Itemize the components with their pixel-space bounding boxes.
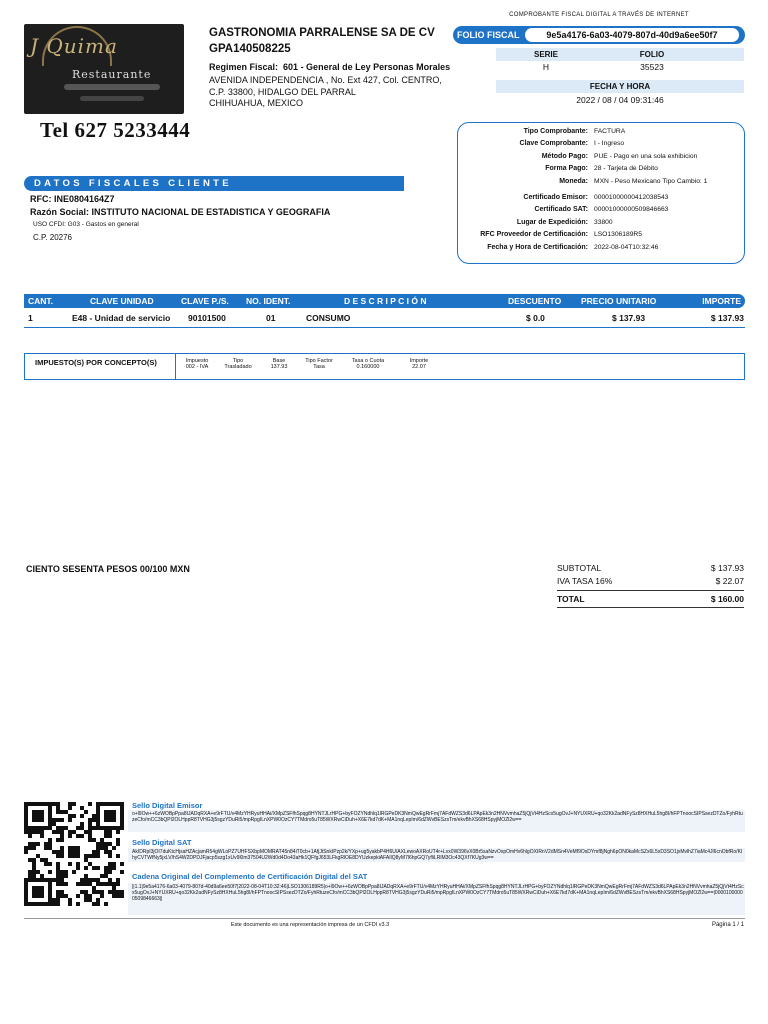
tax-head: Base (272, 358, 286, 364)
voucher-field-value: 2022-08-04T10:32:46 (594, 243, 659, 251)
total-divider (557, 590, 744, 591)
regime-label: Regimen Fiscal: (209, 62, 279, 72)
voucher-field-value: I - Ingreso (594, 140, 625, 148)
cell-clave-ps: 90101500 (188, 313, 226, 323)
cell-precio-unitario: $ 137.93 (612, 313, 646, 323)
col-no-ident: NO. IDENT. (246, 296, 291, 306)
table-row (24, 311, 745, 325)
voucher-field-label: Método Pago: (541, 152, 588, 160)
date-header: FECHA Y HORA (496, 80, 744, 93)
cell-descripcion: CONSUMO (306, 313, 351, 323)
folio-fiscal-label: FOLIO FISCAL (457, 30, 520, 40)
serie-label: SERIE (533, 50, 558, 59)
tax-value: 002 - IVA (185, 364, 209, 370)
folio-fiscal-value: 9e5a4176-6a03-4079-807d-40d9a6ee50f7 (525, 28, 739, 42)
tax-col-impuesto (175, 358, 219, 370)
qr-code-icon (24, 802, 124, 906)
cell-descuento: $ 0.0 (526, 313, 545, 323)
tax-col-tipo (219, 358, 257, 370)
emisor-seal-title: Sello Digital Emisor (132, 801, 203, 810)
voucher-field (458, 205, 746, 215)
voucher-field-label: Lugar de Expedición: (516, 218, 588, 226)
cell-no-ident: 01 (266, 313, 276, 323)
voucher-field (458, 218, 746, 228)
taxes-box (24, 353, 745, 380)
client-cfdi-use: USO CFDI: G03 - Gastos en general (33, 221, 139, 228)
tax-col-tasa (343, 358, 393, 370)
cell-clave-unidad: E48 - Unidad de servicio (72, 313, 171, 323)
voucher-field-value: FACTURA (594, 128, 626, 135)
table-divider (24, 327, 745, 328)
folio-fiscal-bar (453, 26, 745, 44)
tax-head: Tasa o Cuota (351, 358, 385, 364)
total-label: TOTAL (557, 594, 585, 604)
voucher-field-label: Clave Comprobante: (519, 140, 588, 148)
regime-value: 601 - General de Ley Personas Morales (283, 62, 451, 72)
tax-head: Importe (409, 358, 429, 364)
voucher-field (458, 152, 746, 162)
subtotal-row (557, 563, 744, 575)
voucher-field-label: Tipo Comprobante: (523, 128, 588, 135)
col-clave-unidad: CLAVE UNIDAD (90, 296, 154, 306)
tax-value: Tasa (313, 364, 325, 370)
tax-col-tipo-factor (299, 358, 339, 370)
voucher-field-label: Certificado Emisor: (523, 194, 588, 201)
voucher-field (458, 139, 746, 149)
voucher-field (458, 243, 746, 253)
serie-folio-values (496, 61, 744, 73)
tax-head: Tipo Factor (305, 358, 333, 364)
client-business-name: Razón Social: INSTITUTO NACIONAL DE ESTADISTICA Y GEOGRAFIA (30, 207, 331, 217)
voucher-field (458, 164, 746, 174)
total-row (557, 594, 744, 606)
tax-head: Tipo (232, 358, 244, 364)
total-value: $ 160.00 (710, 594, 744, 604)
voucher-field-value: 33800 (594, 218, 613, 226)
date-value: 2022 / 08 / 04 09:31:46 (576, 95, 664, 105)
col-clave-ps: CLAVE P./S. (181, 296, 229, 306)
voucher-field-value: 00001000000509846663 (594, 206, 669, 214)
cell-cant: 1 (28, 313, 33, 323)
voucher-field (458, 177, 746, 187)
original-chain-title: Cadena Original del Complemento de Certificación Digital del SAT (132, 872, 368, 881)
sat-seal: AkIDRpI3jOI7duKtcHjsaHZAcjamR54gWLoPZ7UHFSXbpMOMRAT45n84iT0cb+1AfjJtSnkIPzp2k/YXp+ug5yakbP4H6U/AXLewoAXRoUT4r+Lvx0W396vX0Br5saNzvOxpOmHv6hlgOXIRnV2dMSn4VeMf9OsDYmf8jNgh6pON0kaMcSZx6L5xD3SO1jxMvlhZ7iaMc4Jl6cnObfRo/KIhyCVTWfNy5jxLV/hS4W2DPDJFjacp5szg1xUv9l0m37504U2Wd0d4Do43aHk1QFfgJ653LFkgRlOE8DYUzkepkiAFAIlQ8yM7l6hpGQ7yfliLRlM3Oc43QXf7KUg3w== (132, 849, 743, 862)
voucher-field (458, 127, 746, 137)
emisor-seal: o+l9Ow++6zWOBpPpa8IJADqRXA+e9rFTU/v4MzYHRyuHHAi/XMpZSFfhSpqg8HYNTJLrHPG+byFOZYNdhlq1lRGPeDK3NmQwEgRrFmj7AFdWZS3d6LPApEk3n2HNVvmhaZ5jQjVt4HzScx5ugOvJ+NYUXRU+qo32Kk2adNFySz8HXHuL5hg8I/hFPTnoocSIPSsezDTZo/FyhRtuzeCfo/mCC3bQPl2OLHppR8TVHG3j5sgzYDuRi5/mpRpgILnXPW0OzCY7TMdro5uT85WXRwCiDuh+X6E7kd7dK+MA1nqLepIm/6dZWvBESzsTm/ekvBhXS68HSpyjMOZl2w== (132, 811, 743, 824)
cfdi-caption: COMPROBANTE FISCAL DIGITAL A TRAVÉS DE INTERNET (509, 12, 689, 18)
phone-number: Tel 627 5233444 (40, 118, 191, 142)
sat-seal-title: Sello Digital SAT (132, 838, 192, 847)
iva-row (557, 576, 744, 588)
voucher-field-label: Forma Pago: (545, 165, 588, 173)
restaurant-logo-icon: J Quima Restaurante (24, 24, 184, 114)
tax-value: 137.93 (270, 364, 288, 370)
tax-value: 0.160000 (356, 364, 380, 370)
col-precio-unitario: PRECIO UNITARIO (581, 296, 657, 306)
voucher-field-label: Certificado SAT: (534, 206, 588, 214)
voucher-info-box (457, 122, 745, 264)
voucher-field-value: LSO1306189R5 (594, 231, 642, 239)
col-descripcion: D E S C R I P C I Ó N (344, 296, 427, 306)
voucher-field-value: MXN - Peso Mexicano Tipo Cambio: 1 (594, 177, 708, 185)
voucher-field (458, 230, 746, 240)
subtotal-value: $ 137.93 (710, 563, 744, 573)
tax-col-importe (399, 358, 439, 370)
page-number: Página 1 / 1 (711, 922, 744, 928)
address-line-2: C.P. 33800, HIDALGO DEL PARRAL (209, 86, 356, 97)
col-cant: CANT. (28, 296, 54, 306)
client-zip: C.P. 20276 (33, 233, 72, 242)
folio-value: 35523 (640, 62, 664, 72)
voucher-field-label: RFC Proveedor de Certificación: (480, 231, 588, 239)
tax-value: Trasladado (224, 364, 252, 370)
issuer-address (209, 75, 442, 110)
total-divider-bottom (557, 607, 744, 608)
issuer-name: GASTRONOMIA PARRALENSE SA DE CV (209, 27, 435, 39)
serie-value: H (542, 62, 550, 72)
footer-divider (24, 918, 745, 919)
iva-label: IVA TASA 16% (557, 576, 613, 586)
iva-value: $ 22.07 (715, 576, 744, 586)
voucher-field-label: Fecha y Hora de Certificación: (487, 243, 588, 251)
taxes-title: IMPUESTO(S) POR CONCEPTO(S) (35, 358, 157, 367)
footer-note: Este documento es una representación impresa de un CFDI v3.3 (230, 922, 390, 928)
serie-folio-header (496, 48, 744, 61)
voucher-field-value: 00001000000412038543 (594, 194, 669, 201)
voucher-field-label: Moneda: (559, 177, 588, 185)
cell-importe: $ 137.93 (710, 313, 744, 323)
concepts-table-header (24, 294, 745, 308)
tax-col-base (261, 358, 297, 370)
folio-label: FOLIO (639, 50, 665, 59)
col-descuento: DESCUENTO (508, 296, 562, 306)
address-line-3: CHIHUAHUA, MEXICO (209, 98, 304, 108)
tax-value: 22.07 (412, 364, 426, 370)
voucher-field (458, 193, 746, 203)
issuer-rfc: GPA140508225 (209, 43, 291, 55)
tax-head: Impuesto (185, 358, 209, 364)
client-section-title: DATOS FISCALES CLIENTE (24, 176, 404, 191)
client-rfc: RFC: INE0804164Z7 (30, 194, 115, 204)
original-chain: ||1.1|9e5a4176-6a03-4079-807d-40d9a6ee50f7|2022-08-04T10:32:46|LSO1306189R5|o+l9Ow++6zWOBpPpa8IJADqRXA+e9rFTU/v4MzYHRyuHHAi/XMpZSFfhSpqg8HYNTJLrHPG+byFOZYNdhlq1lRGPeDK3NmQwEgRrFmj7AFdWZS3d6LPApEk3n2HNVvmhaZ5jQjVt4HzScx5ugOvJ+NYUXRU+qo32Kk2adNFySz8HXHuL5hg8I/hFPTnoocSIPSsezDTZo/FyhRtuzeCfo/mCC3bQPl2OLHppR8TVHG3j5sgzYDuRi5/mpRpgILnXPW0OzCY7TMdro5uT85WXRwCiDuh+X6E7kd7dK+MA1nqLepIm/6dZWvBESzsTm/ekvBhXS68HSpyjMOZl2w==|00001000000509846663|| (132, 884, 744, 903)
voucher-field-value: PUE - Pago en una sola exhibicion (594, 152, 698, 160)
issuer-regime (209, 62, 450, 72)
voucher-field-value: 28 - Tarjeta de Débito (594, 165, 658, 173)
subtotal-label: SUBTOTAL (557, 563, 602, 573)
amount-in-words: CIENTO SESENTA PESOS 00/100 MXN (26, 564, 190, 574)
address-line-1: AVENIDA INDEPENDENCIA , No. Ext 427, Col. CENTRO, (209, 75, 442, 85)
col-importe: IMPORTE (702, 296, 741, 306)
